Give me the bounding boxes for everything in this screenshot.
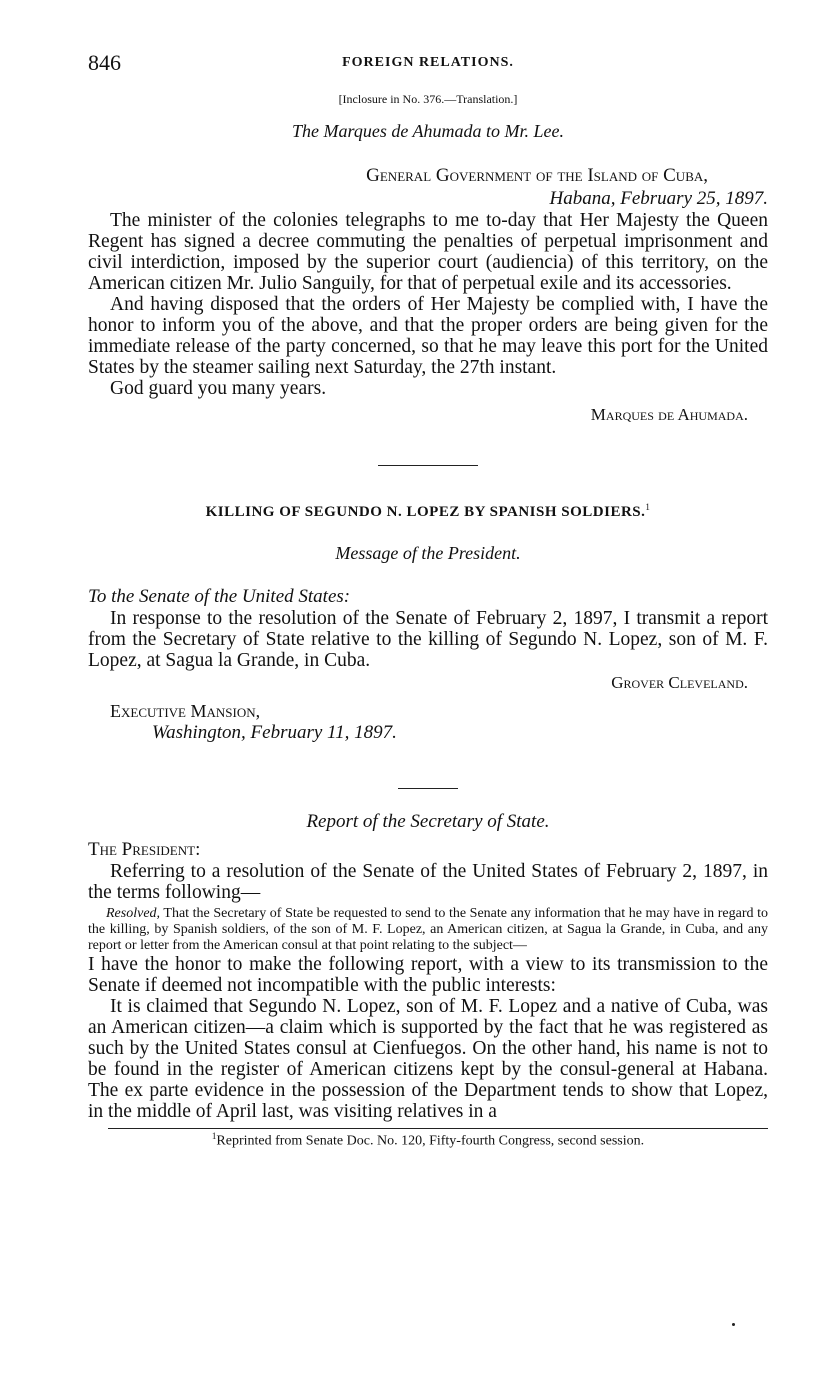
- footnote-marker: 1: [645, 502, 651, 512]
- report-addressee: The President:: [88, 839, 201, 860]
- document-page: [88, 50, 768, 1150]
- resolution-text: That the Secretary of State be requested to send to the Senate any information that he may have in regard to the killing, by Spanish soldiers, of the son of M. F. Lopez, an American citizen, at Sagua la Grande, in Cuba, and any report or letter from the American consul at that point relating to the subject—: [88, 906, 768, 953]
- letter-dateline: Habana, February 25, 1897.: [549, 188, 768, 209]
- section-divider: [398, 788, 458, 789]
- report-intro: Referring to a resolution of the Senate of the United States of February 2, 1897, in the terms following—: [88, 861, 768, 903]
- page-number: 846: [88, 50, 121, 75]
- report-transmission: I have the honor to make the following report, with a view to its transmission to the Senate if deemed not incompatible with the public interests:: [88, 954, 768, 996]
- letter-paragraph: The minister of the colonies telegraphs to me to-day that Her Majesty the Queen Regent has signed a decree commuting the penalties of perpetual imprisonment and civil interdiction, imposed by the superior court (audiencia) of this territory, on the American citizen Mr. Julio Sanguily, for that of perpetual exile and its accessories.: [88, 210, 768, 294]
- inclosure-note: [Inclosure in No. 376.—Translation.]: [338, 92, 518, 106]
- letter-title: The Marques de Ahumada to Mr. Lee.: [292, 121, 564, 141]
- letter-government: General Government of the Island of Cuba,: [366, 165, 708, 186]
- footnote-rule: [108, 1128, 768, 1129]
- president-signature: Grover Cleveland.: [611, 673, 748, 692]
- letter-paragraph: And having disposed that the orders of Her Majesty be complied with, I have the honor to inform you of the above, and that the proper orders are being given for the immediate release of the party concerned, so that he may leave this port for the United States by the steamer sailing next Saturday, the 27th instant.: [88, 294, 768, 378]
- footnote-text: Reprinted from Senate Doc. No. 120, Fifty-fourth Congress, second session.: [216, 1133, 645, 1149]
- section-heading: [88, 502, 768, 521]
- section-divider: [378, 465, 478, 466]
- footnote-number: 1: [211, 1131, 217, 1141]
- salutation: To the Senate of the United States:: [88, 586, 351, 607]
- place-line: Executive Mansion,: [110, 701, 261, 721]
- resolution-lead: Resolved,: [106, 906, 161, 921]
- report-claim: It is claimed that Segundo N. Lopez, son of M. F. Lopez and a native of Cuba, was an American citizen—a claim which is supported by the fact that he was registered as such by the United States consul at Cienfuegos. On the other hand, his name is not to be found in the register of American citizens kept by the consul-general at Habana. The ex parte evidence in the possession of the Department tends to show that Lopez, in the middle of April last, was visiting relatives in a: [88, 996, 768, 1122]
- message-body: In response to the resolution of the Senate of February 2, 1897, I transmit a report from the Secretary of State relative to the killing of Segundo N. Lopez, son of M. F. Lopez, at Sagua la Grande, in Cuba.: [88, 608, 768, 671]
- report-title: Report of the Secretary of State.: [306, 811, 550, 832]
- resolution-quote: [88, 906, 768, 954]
- running-head: [88, 50, 768, 80]
- letter-paragraph: God guard you many years.: [110, 378, 327, 399]
- running-title: FOREIGN RELATIONS.: [342, 55, 514, 70]
- letter-signature: Marques de Ahumada.: [590, 405, 748, 424]
- print-speck: [732, 1323, 735, 1326]
- message-title: Message of the President.: [335, 543, 521, 563]
- section-heading-text: KILLING OF SEGUNDO N. LOPEZ BY SPANISH SOLDIERS.: [205, 504, 646, 520]
- place-date: Washington, February 11, 1897.: [152, 722, 397, 743]
- footnote: [88, 1131, 768, 1150]
